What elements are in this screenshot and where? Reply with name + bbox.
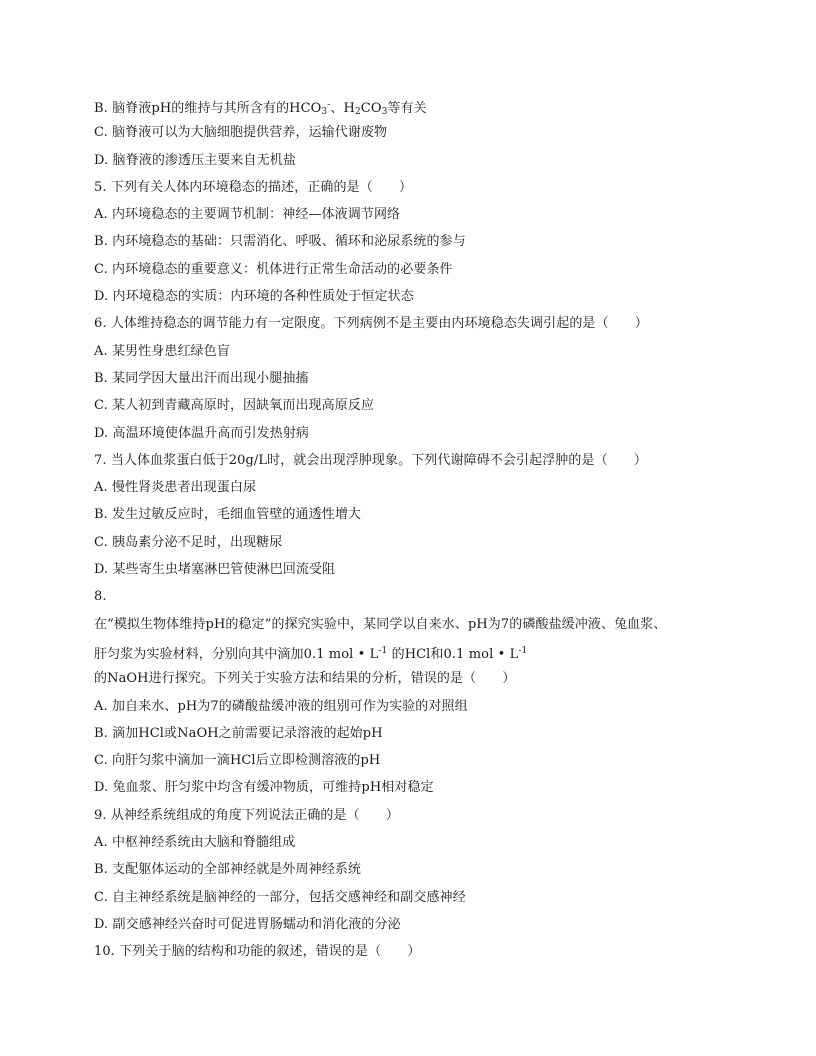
option-4b-text: B. 脑脊液pH的维持与其所含有的HCO [94,101,322,116]
option-8c: C. 向肝匀浆中滴加一滴HCl后立即检测溶液的pH [94,753,381,769]
option-8b: B. 滴加HCl或NaOH之前需要记录溶液的起始pH [94,725,383,741]
question-8-stem-2 [94,638,734,665]
option-7a: A. 慢性肾炎患者出现蛋白尿 [94,480,257,496]
question-8-stem-3: 的NaOH进行探究。下列关于实验方法和结果的分析，错误的是（ ） [94,671,516,687]
option-5d: D. 内环境稳态的实质：内环境的各种性质处于恒定状态 [94,289,414,305]
option-9b: B. 支配躯体运动的全部神经就是外周神经系统 [94,862,362,878]
subscript: 3 [381,107,388,117]
superscript: -1 [378,645,388,656]
question-8-number: 8. [94,589,107,605]
question-5: 5. 下列有关人体内环境稳态的描述，正确的是（ ） [94,179,413,195]
option-6a: A. 某男性身患红绿色盲 [94,343,230,359]
option-5b: B. 内环境稳态的基础：只需消化、呼吸、循环和泌尿系统的参与 [94,234,466,250]
document-page [94,92,734,966]
question-8-stem-2-text: 肝匀浆为实验材料，分别向其中滴加0.1 mol • L [94,646,379,662]
option-5a: A. 内环境稳态的主要调节机制：神经—体液调节网络 [94,207,401,223]
subscript: 3 [321,107,328,117]
question-8-stem-1: 在“模拟生物体维持pH的稳定”的探究实验中，某同学以自来水、pH为7的磷酸盐缓冲液、兔血浆、 [94,616,667,632]
option-6b: B. 某同学因大量出汗而出现小腿抽搐 [94,370,309,386]
superscript: - [327,100,331,110]
option-4b-text-4: 等有关 [387,101,427,116]
option-5c: C. 内环境稳态的重要意义：机体进行正常生命活动的必要条件 [94,261,453,277]
option-7d: D. 某些寄生虫堵塞淋巴管使淋巴回流受阻 [94,562,336,578]
option-6d: D. 高温环境使体温升高而引发热射病 [94,425,310,441]
option-4b-text-3: CO [360,101,382,116]
option-4c: C. 脑脊液可以为大脑细胞提供营养，运输代谢废物 [94,125,388,141]
option-4b [94,92,734,119]
question-9: 9. 从神经系统组成的角度下列说法正确的是（ ） [94,807,400,823]
option-8d: D. 兔血浆、肝匀浆中均含有缓冲物质，可维持pH相对稳定 [94,780,434,796]
question-6: 6. 人体维持稳态的调节能力有一定限度。下列病例不是主要由内环境稳态失调引起的是（ ） [94,316,648,332]
option-7b: B. 发生过敏反应时，毛细血管壁的通透性增大 [94,507,362,523]
superscript: -1 [518,645,528,656]
question-8-stem-2-text-2: 的HCl和0.1 mol • L [387,646,519,662]
option-8a: A. 加自来水、pH为7的磷酸盐缓冲液的组别可作为实验的对照组 [94,698,468,714]
option-9a: A. 中枢神经系统由大脑和脊髓组成 [94,835,296,851]
question-7: 7. 当人体血浆蛋白低于20g/L时，就会出现浮肿现象。下列代谢障碍不会引起浮肿的是（ ） [94,452,648,468]
option-7c: C. 胰岛素分泌不足时，出现糖尿 [94,534,283,550]
option-9c: C. 自主神经系统是脑神经的一部分，包括交感神经和副交感神经 [94,889,466,905]
option-6c: C. 某人初到青藏高原时，因缺氧而出现高原反应 [94,398,375,414]
option-4d: D. 脑脊液的渗透压主要来自无机盐 [94,152,296,168]
subscript: 2 [354,107,361,117]
question-10: 10. 下列关于脑的结构和功能的叙述，错误的是（ ） [94,944,421,960]
option-9d: D. 副交感神经兴奋时可促进胃肠蠕动和消化液的分泌 [94,916,401,932]
option-4b-text-2: 、H [330,101,355,116]
